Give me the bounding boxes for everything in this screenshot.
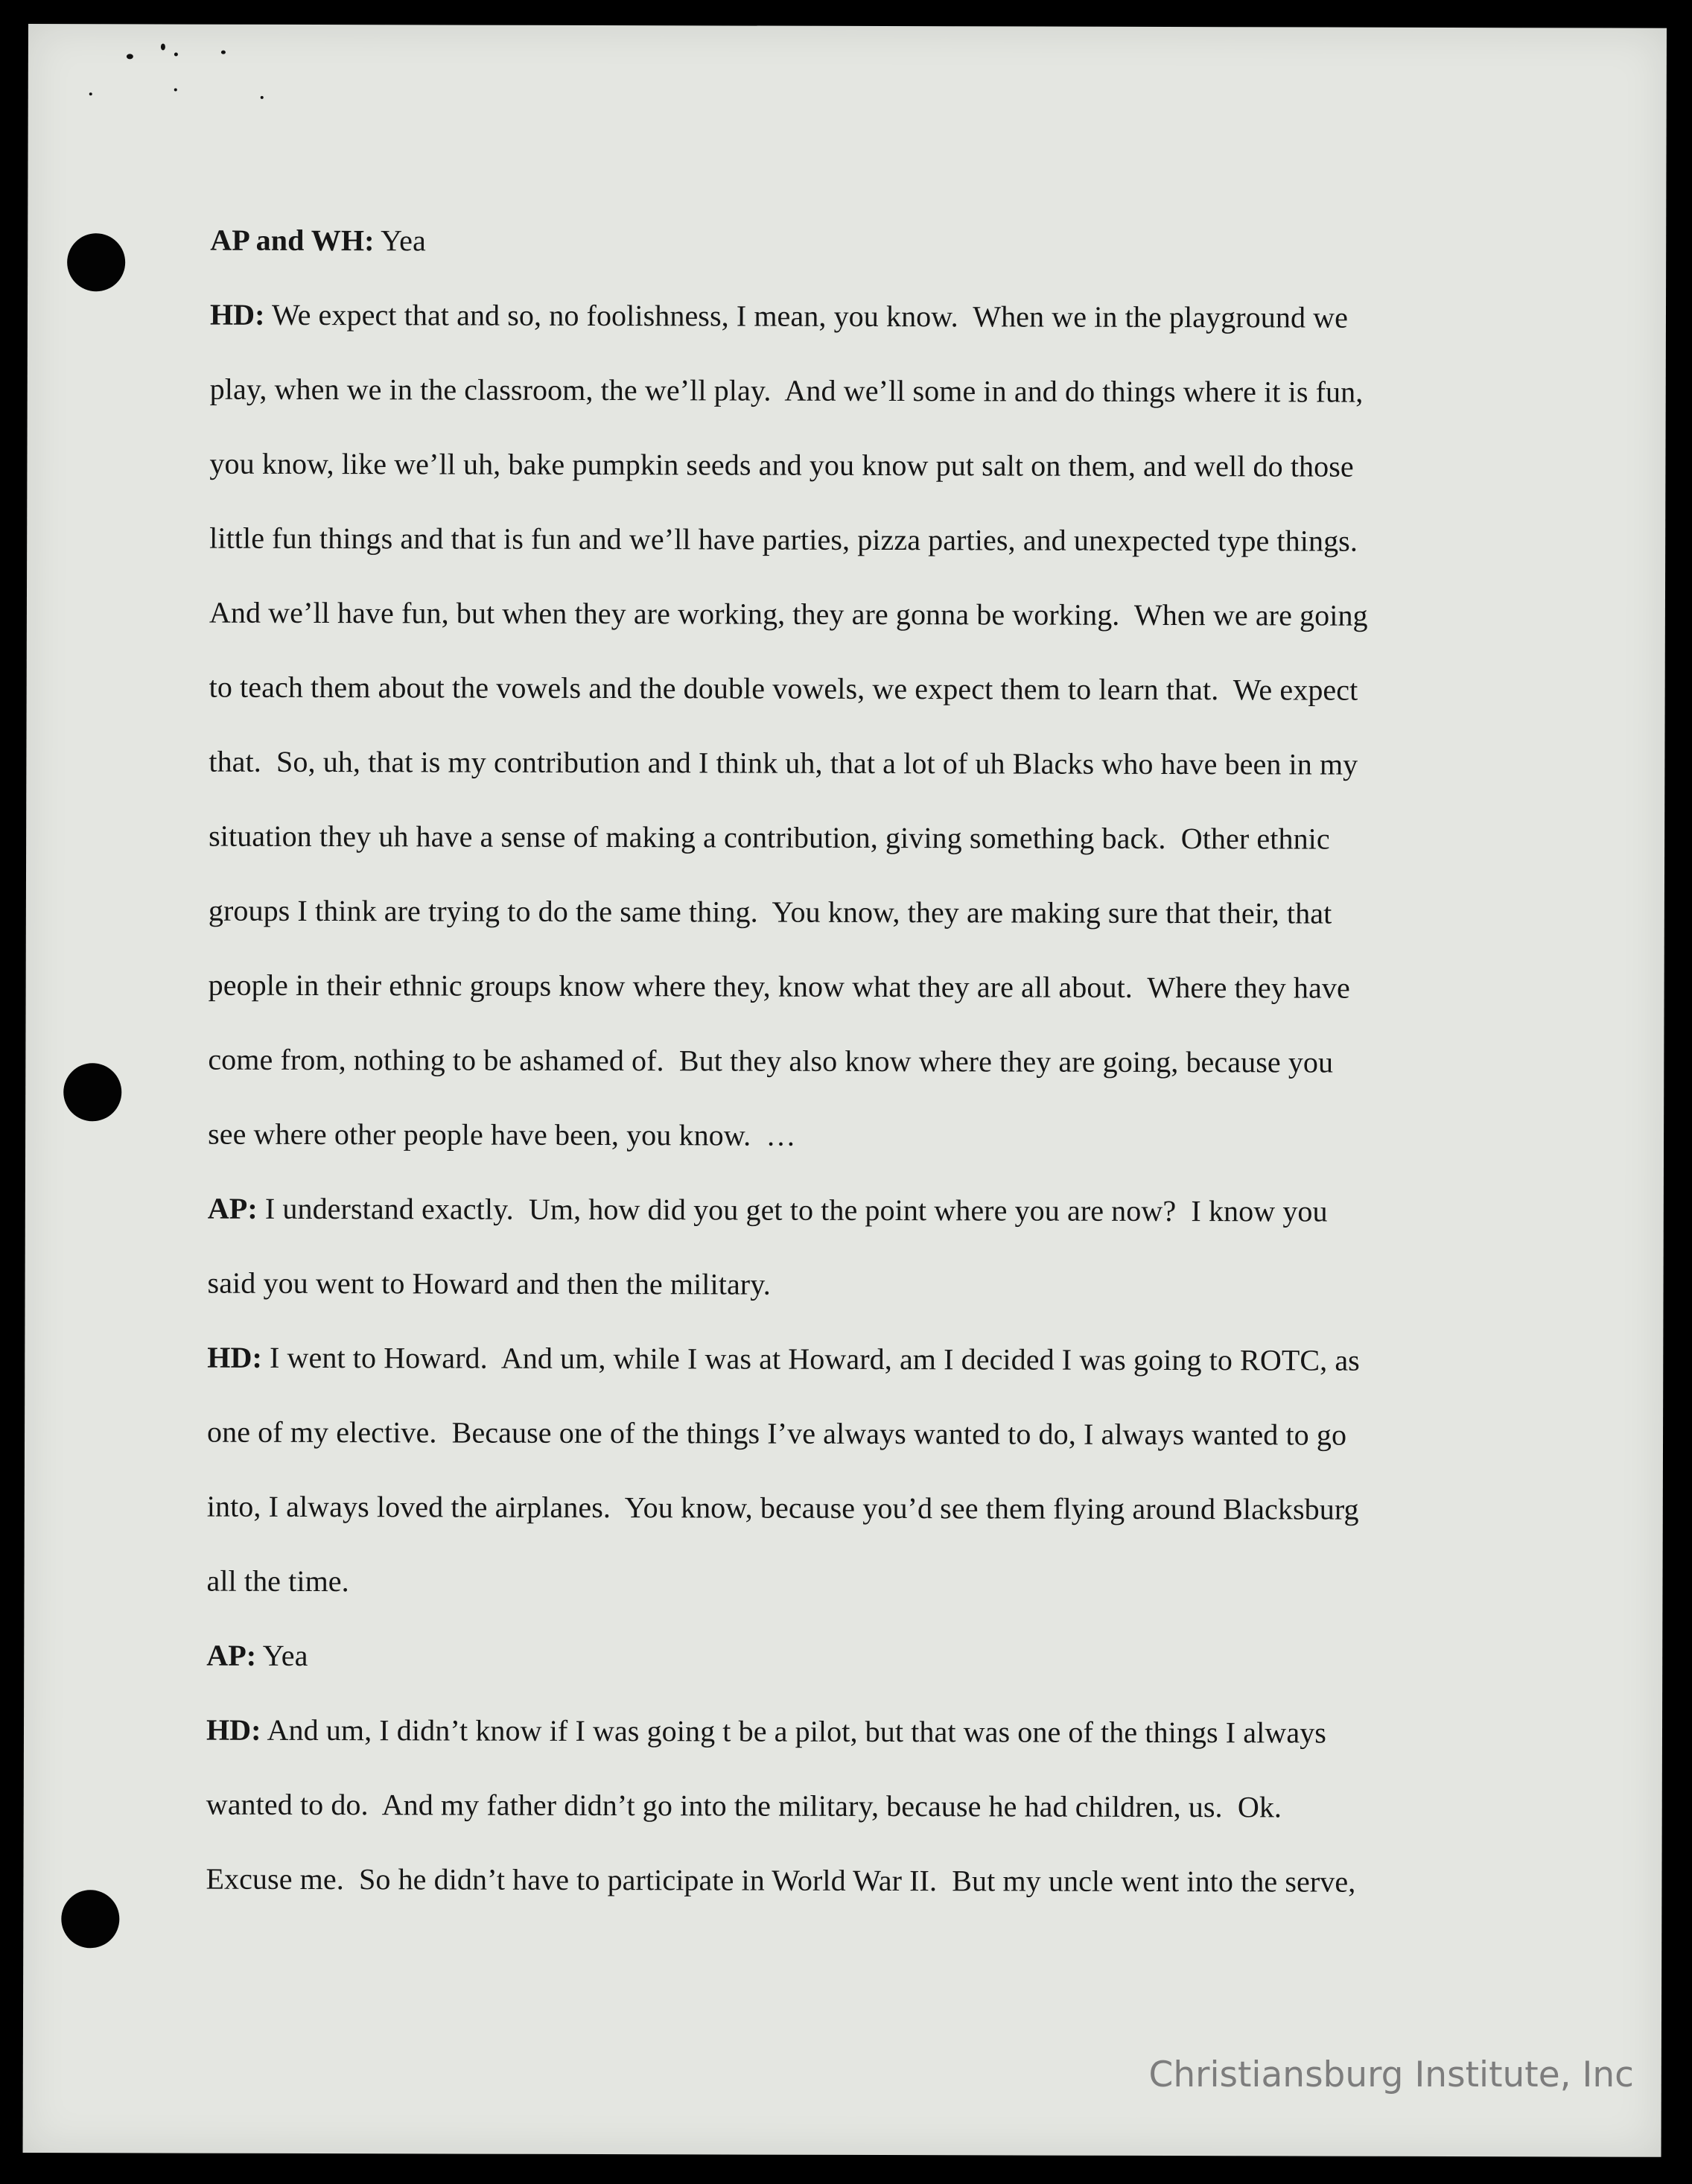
line-text: We expect that and so, no foolishness, I mean, you know. When we in the playground we (264, 297, 1349, 334)
transcript-line (207, 1246, 1488, 1324)
transcript-line (208, 948, 1489, 1026)
line-text: that. So, uh, that is my contribution and I think uh, that a lot of uh Blacks who have been in my (209, 744, 1358, 781)
line-text: play, when we in the classroom, the we’ll play. And we’ll some in and do things where it is fun, (209, 372, 1364, 409)
line-text: Excuse me. So he didn’t have to participate in World War II. But my uncle went into the serve, (206, 1861, 1356, 1899)
line-text: Yea (256, 1638, 308, 1672)
speaker-label: AP and WH: (210, 223, 375, 258)
line-text: into, I always loved the airplanes. You know, because you’d see them flying around Blacksburg (206, 1489, 1359, 1526)
ink-speck (127, 54, 133, 59)
line-text: see where other people have been, you know. … (208, 1117, 796, 1152)
line-text: you know, like we’ll uh, bake pumpkin seeds and you know put salt on them, and well do those (209, 446, 1354, 483)
line-text: to teach them about the vowels and the double vowels, we expect them to learn that. We expect (209, 670, 1358, 707)
punch-hole-top (67, 233, 125, 291)
transcript-line (206, 1693, 1487, 1771)
punch-hole-middle (63, 1063, 121, 1121)
transcript-line (210, 352, 1491, 431)
line-text: groups I think are trying to do the same thing. You know, they are making sure that their, that (208, 893, 1332, 930)
transcript-line (210, 203, 1491, 282)
line-text: come from, nothing to be ashamed of. But they also know where they are going, because you (208, 1042, 1334, 1079)
speaker-label: AP: (207, 1191, 258, 1225)
transcript-line (209, 501, 1490, 580)
line-text: situation they uh have a sense of making a contribution, giving something back. Other ethnic (209, 819, 1330, 856)
speaker-label: AP: (206, 1638, 257, 1672)
ink-speck (174, 53, 178, 57)
transcript-line (210, 278, 1491, 356)
line-text: little fun things and that is fun and we’ll have parties, pizza parties, and unexpected type things. (209, 521, 1358, 558)
transcript-line (206, 1619, 1487, 1697)
transcript-line (209, 427, 1490, 505)
transcript-line (208, 1097, 1489, 1175)
transcript-line (208, 1172, 1489, 1250)
speaker-label: HD: (207, 1340, 262, 1374)
transcript-line (208, 1023, 1489, 1101)
ink-speck (174, 89, 177, 92)
punch-hole-bottom (61, 1890, 119, 1948)
line-text: said you went to Howard and then the military. (207, 1266, 771, 1301)
line-text: I went to Howard. And um, while I was at Howard, am I decided I was going to ROTC, as (261, 1340, 1360, 1377)
ink-speck (221, 51, 226, 54)
transcript-line (206, 1544, 1487, 1622)
line-text: wanted to do. And my father didn’t go into the military, because he had children, us. Ok. (206, 1787, 1282, 1824)
transcript-line (209, 576, 1490, 654)
transcript-body (206, 203, 1491, 1920)
line-text: And we’ll have fun, but when they are working, they are gonna be working. When we are going (209, 595, 1368, 632)
line-text: all the time. (206, 1564, 349, 1599)
ink-speck (261, 96, 264, 99)
transcript-line (207, 1395, 1488, 1473)
line-text: one of my elective. Because one of the things I’ve always wanted to do, I always wanted to go (206, 1415, 1347, 1452)
transcript-line (209, 799, 1489, 877)
transcript-line (209, 650, 1490, 728)
line-text: And um, I didn’t know if I was going t be a pilot, but that was one of the things I always (261, 1712, 1327, 1750)
line-text: Yea (374, 223, 426, 258)
transcript-line (209, 874, 1489, 952)
watermark: Christiansburg Institute, Inc (1148, 2054, 1634, 2095)
transcript-line (207, 1321, 1488, 1399)
transcript-line (206, 1768, 1487, 1846)
ink-speck (89, 92, 92, 95)
document-page (23, 24, 1667, 2157)
transcript-line (206, 1842, 1486, 1920)
transcript-line (207, 1470, 1488, 1548)
line-text: I understand exactly. Um, how did you get to the point where you are now? I know you (257, 1191, 1328, 1228)
transcript-line (209, 725, 1489, 803)
line-text: people in their ethnic groups know where they, know what they are all about. Where they have (208, 968, 1350, 1005)
speaker-label: HD: (209, 297, 265, 331)
speaker-label: HD: (206, 1712, 261, 1747)
ink-speck (161, 43, 165, 50)
